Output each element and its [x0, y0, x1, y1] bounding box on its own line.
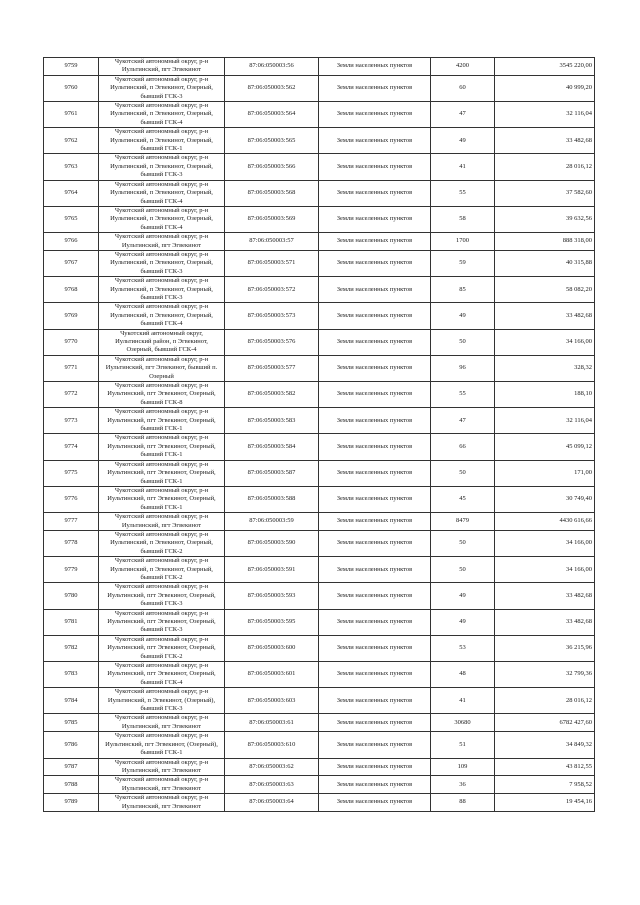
cadastral-number-cell: 87:06:050003:610 [225, 732, 319, 758]
record-number-cell: 9782 [44, 635, 99, 661]
location-cell: Чукотский автономный округ, р-н Иультинский, пгт Эгвекинот, Озерный, бывший ГСК-8 [99, 382, 225, 408]
record-number-cell: 9762 [44, 128, 99, 154]
cadastral-value-cell: 33 482,68 [495, 609, 595, 635]
cadastral-number-cell: 87:06:050003:584 [225, 434, 319, 460]
location-cell: Чукотский автономный округ, р-н Иультинский, п Эгвекинот, Озерный, бывший ГСК-4 [99, 206, 225, 232]
cadastral-number-cell: 87:06:050003:582 [225, 382, 319, 408]
cadastral-number-cell: 87:06:050003:587 [225, 460, 319, 486]
land-category-cell: Земли населенных пунктов [319, 688, 431, 714]
record-number-cell: 9765 [44, 206, 99, 232]
land-category-cell: Земли населенных пунктов [319, 758, 431, 776]
table-row [44, 277, 595, 303]
area-cell: 50 [431, 460, 495, 486]
record-number-cell: 9768 [44, 277, 99, 303]
land-category-cell: Земли населенных пунктов [319, 128, 431, 154]
cadastral-value-cell: 888 318,00 [495, 233, 595, 251]
cadastral-number-cell: 87:06:050003:573 [225, 303, 319, 329]
record-number-cell: 9759 [44, 58, 99, 76]
record-number-cell: 9784 [44, 688, 99, 714]
cadastral-value-cell: 33 482,68 [495, 583, 595, 609]
cadastral-value-cell: 7 958,52 [495, 776, 595, 794]
record-number-cell: 9783 [44, 662, 99, 688]
area-cell: 109 [431, 758, 495, 776]
cadastral-number-cell: 87:06:050003:62 [225, 758, 319, 776]
cadastral-number-cell: 87:06:050003:576 [225, 329, 319, 355]
cadastral-value-cell: 32 116,04 [495, 408, 595, 434]
table-body [44, 58, 595, 812]
cadastral-value-cell: 30 749,40 [495, 486, 595, 512]
table-row [44, 408, 595, 434]
table-row [44, 355, 595, 381]
location-cell: Чукотский автономный округ, р-н Иультинский, пгт Эгвекинот, Озерный, бывший ГСК-1 [99, 434, 225, 460]
cadastral-number-cell: 87:06:050003:588 [225, 486, 319, 512]
location-cell: Чукотский автономный округ, р-н Иультинский, п Эгвекинот, Озерный, бывший ГСК-2 [99, 557, 225, 583]
land-category-cell: Земли населенных пунктов [319, 486, 431, 512]
area-cell: 49 [431, 303, 495, 329]
table-row [44, 75, 595, 101]
location-cell: Чукотский автономный округ, р-н Иультинский, п Эгвекинот, Озерный, бывший ГСК-3 [99, 250, 225, 276]
record-number-cell: 9770 [44, 329, 99, 355]
land-category-cell: Земли населенных пунктов [319, 714, 431, 732]
cadastral-number-cell: 87:06:050003:571 [225, 250, 319, 276]
record-number-cell: 9764 [44, 180, 99, 206]
location-cell: Чукотский автономный округ, р-н Иультинский, пгт Эгвекинот, Озерный, бывший ГСК-2 [99, 635, 225, 661]
land-category-cell: Земли населенных пунктов [319, 662, 431, 688]
cadastral-number-cell: 87:06:050003:601 [225, 662, 319, 688]
cadastral-value-cell: 188,10 [495, 382, 595, 408]
location-cell: Чукотский автономный округ, р-н Иультинский, пгт Эгвекинот, Озерный, бывший ГСК-4 [99, 662, 225, 688]
location-cell: Чукотский автономный округ, р-н Иультинский, пгт Эгвекинот, бывший п. Озерный [99, 355, 225, 381]
record-number-cell: 9769 [44, 303, 99, 329]
cadastral-value-cell: 4430 616,66 [495, 513, 595, 531]
area-cell: 8479 [431, 513, 495, 531]
table-row [44, 460, 595, 486]
area-cell: 1700 [431, 233, 495, 251]
area-cell: 49 [431, 583, 495, 609]
cadastral-number-cell: 87:06:050003:600 [225, 635, 319, 661]
area-cell: 66 [431, 434, 495, 460]
record-number-cell: 9786 [44, 732, 99, 758]
land-category-cell: Земли населенных пунктов [319, 303, 431, 329]
area-cell: 41 [431, 688, 495, 714]
record-number-cell: 9780 [44, 583, 99, 609]
area-cell: 48 [431, 662, 495, 688]
land-category-cell: Земли населенных пунктов [319, 794, 431, 812]
area-cell: 49 [431, 128, 495, 154]
cadastral-value-cell: 328,32 [495, 355, 595, 381]
table-row [44, 688, 595, 714]
land-category-cell: Земли населенных пунктов [319, 277, 431, 303]
land-category-cell: Земли населенных пунктов [319, 250, 431, 276]
table-row [44, 180, 595, 206]
area-cell: 59 [431, 250, 495, 276]
cadastral-value-cell: 36 215,96 [495, 635, 595, 661]
cadastral-number-cell: 87:06:050003:572 [225, 277, 319, 303]
location-cell: Чукотский автономный округ, р-н Иультинский, пгт Эгвекинот [99, 794, 225, 812]
cadastral-number-cell: 87:06:050003:63 [225, 776, 319, 794]
record-number-cell: 9773 [44, 408, 99, 434]
location-cell: Чукотский автономный округ, р-н Иультинский, пгт Эгвекинот, (Озерный), бывший ГСК-1 [99, 732, 225, 758]
record-number-cell: 9777 [44, 513, 99, 531]
cadastral-value-cell: 171,00 [495, 460, 595, 486]
cadastral-number-cell: 87:06:050003:568 [225, 180, 319, 206]
location-cell: Чукотский автономный округ, р-н Иультинский, пгт Эгвекинот [99, 513, 225, 531]
record-number-cell: 9785 [44, 714, 99, 732]
land-category-cell: Земли населенных пунктов [319, 329, 431, 355]
area-cell: 51 [431, 732, 495, 758]
land-category-cell: Земли населенных пунктов [319, 557, 431, 583]
cadastral-value-cell: 58 082,20 [495, 277, 595, 303]
area-cell: 47 [431, 102, 495, 128]
land-category-cell: Земли населенных пунктов [319, 776, 431, 794]
cadastral-value-cell: 37 582,60 [495, 180, 595, 206]
land-category-cell: Земли населенных пунктов [319, 408, 431, 434]
location-cell: Чукотский автономный округ, р-н Иультинский, п Эгвекинот, (Озерный), бывший ГСК-3 [99, 688, 225, 714]
cadastral-number-cell: 87:06:050003:56 [225, 58, 319, 76]
record-number-cell: 9760 [44, 75, 99, 101]
area-cell: 50 [431, 530, 495, 556]
area-cell: 85 [431, 277, 495, 303]
record-number-cell: 9761 [44, 102, 99, 128]
cadastral-value-cell: 34 166,00 [495, 557, 595, 583]
cadastral-number-cell: 87:06:050003:64 [225, 794, 319, 812]
cadastral-number-cell: 87:06:050003:57 [225, 233, 319, 251]
cadastral-value-cell: 40 315,88 [495, 250, 595, 276]
record-number-cell: 9778 [44, 530, 99, 556]
table-row [44, 609, 595, 635]
table-row [44, 206, 595, 232]
table-row [44, 434, 595, 460]
record-number-cell: 9774 [44, 434, 99, 460]
location-cell: Чукотский автономный округ, р-н Иультинский, п Эгвекинот, Озерный, бывший ГСК-1 [99, 128, 225, 154]
land-category-cell: Земли населенных пунктов [319, 434, 431, 460]
location-cell: Чукотский автономный округ, р-н Иультинский, пгт Эгвекинот, Озерный, бывший ГСК-3 [99, 609, 225, 635]
cadastral-number-cell: 87:06:050003:593 [225, 583, 319, 609]
area-cell: 4200 [431, 58, 495, 76]
table-row [44, 102, 595, 128]
land-category-cell: Земли населенных пунктов [319, 732, 431, 758]
cadastral-value-cell: 34 849,32 [495, 732, 595, 758]
cadastral-value-cell: 34 166,00 [495, 530, 595, 556]
table-row [44, 233, 595, 251]
table-row [44, 530, 595, 556]
cadastral-value-cell: 32 116,04 [495, 102, 595, 128]
cadastral-number-cell: 87:06:050003:569 [225, 206, 319, 232]
land-category-cell: Земли населенных пунктов [319, 609, 431, 635]
table-row [44, 250, 595, 276]
land-category-cell: Земли населенных пунктов [319, 102, 431, 128]
area-cell: 30680 [431, 714, 495, 732]
cadastral-value-cell: 45 099,12 [495, 434, 595, 460]
cadastral-value-cell: 39 632,56 [495, 206, 595, 232]
land-category-cell: Земли населенных пунктов [319, 206, 431, 232]
location-cell: Чукотский автономный округ, р-н Иультинский, пгт Эгвекинот, Озерный, бывший ГСК-1 [99, 486, 225, 512]
table-row [44, 329, 595, 355]
record-number-cell: 9775 [44, 460, 99, 486]
cadastral-number-cell: 87:06:050003:595 [225, 609, 319, 635]
land-category-cell: Земли населенных пунктов [319, 635, 431, 661]
cadastral-number-cell: 87:06:050003:577 [225, 355, 319, 381]
record-number-cell: 9771 [44, 355, 99, 381]
record-number-cell: 9779 [44, 557, 99, 583]
table-row [44, 486, 595, 512]
area-cell: 55 [431, 382, 495, 408]
area-cell: 47 [431, 408, 495, 434]
cadastral-number-cell: 87:06:050003:566 [225, 154, 319, 180]
land-category-cell: Земли населенных пунктов [319, 75, 431, 101]
record-number-cell: 9772 [44, 382, 99, 408]
cadastral-number-cell: 87:06:050003:562 [225, 75, 319, 101]
cadastral-number-cell: 87:06:050003:564 [225, 102, 319, 128]
cadastral-value-cell: 33 482,68 [495, 303, 595, 329]
land-category-cell: Земли населенных пунктов [319, 233, 431, 251]
land-category-cell: Земли населенных пунктов [319, 355, 431, 381]
land-category-cell: Земли населенных пунктов [319, 58, 431, 76]
area-cell: 41 [431, 154, 495, 180]
land-category-cell: Земли населенных пунктов [319, 530, 431, 556]
record-number-cell: 9766 [44, 233, 99, 251]
cadastral-value-cell: 3545 220,00 [495, 58, 595, 76]
location-cell: Чукотский автономный округ, р-н Иультинский, пгт Эгвекинот, Озерный, бывший ГСК-1 [99, 460, 225, 486]
cadastral-value-cell: 19 454,16 [495, 794, 595, 812]
location-cell: Чукотский автономный округ, р-н Иультинский, пгт Эгвекинот [99, 714, 225, 732]
location-cell: Чукотский автономный округ, р-н Иультинский, п Эгвекинот, Озерный, бывший ГСК-4 [99, 180, 225, 206]
land-registry-table [43, 57, 595, 812]
table-row [44, 794, 595, 812]
area-cell: 50 [431, 557, 495, 583]
table-row [44, 583, 595, 609]
record-number-cell: 9767 [44, 250, 99, 276]
cadastral-value-cell: 34 166,00 [495, 329, 595, 355]
area-cell: 53 [431, 635, 495, 661]
area-cell: 88 [431, 794, 495, 812]
table-row [44, 382, 595, 408]
cadastral-value-cell: 28 016,12 [495, 688, 595, 714]
area-cell: 49 [431, 609, 495, 635]
location-cell: Чукотский автономный округ, р-н Иультинский, пгт Эгвекинот, Озерный, бывший ГСК-3 [99, 583, 225, 609]
location-cell: Чукотский автономный округ, Иультинский район, п Эгвекинот, Озерный, бывший ГСК-4 [99, 329, 225, 355]
location-cell: Чукотский автономный округ, р-н Иультинский, п Эгвекинот, Озерный, бывший ГСК-3 [99, 154, 225, 180]
area-cell: 96 [431, 355, 495, 381]
location-cell: Чукотский автономный округ, р-н Иультинский, п Эгвекинот, Озерный, бывший ГСК-2 [99, 530, 225, 556]
area-cell: 60 [431, 75, 495, 101]
table-row [44, 154, 595, 180]
location-cell: Чукотский автономный округ, р-н Иультинский, пгт Эгвекинот [99, 233, 225, 251]
location-cell: Чукотский автономный округ, р-н Иультинский, пгт Эгвекинот [99, 58, 225, 76]
location-cell: Чукотский автономный округ, р-н Иультинский, п Эгвекинот, Озерный, бывший ГСК-4 [99, 102, 225, 128]
area-cell: 55 [431, 180, 495, 206]
table-row [44, 58, 595, 76]
record-number-cell: 9781 [44, 609, 99, 635]
table-row [44, 303, 595, 329]
table-row [44, 758, 595, 776]
cadastral-number-cell: 87:06:050003:61 [225, 714, 319, 732]
cadastral-number-cell: 87:06:050003:603 [225, 688, 319, 714]
cadastral-value-cell: 28 016,12 [495, 154, 595, 180]
land-category-cell: Земли населенных пунктов [319, 180, 431, 206]
cadastral-number-cell: 87:06:050003:565 [225, 128, 319, 154]
table-row [44, 776, 595, 794]
table-row [44, 513, 595, 531]
record-number-cell: 9789 [44, 794, 99, 812]
area-cell: 36 [431, 776, 495, 794]
cadastral-value-cell: 32 799,36 [495, 662, 595, 688]
location-cell: Чукотский автономный округ, р-н Иультинский, пгт Эгвекинот [99, 776, 225, 794]
table-row [44, 732, 595, 758]
land-category-cell: Земли населенных пунктов [319, 583, 431, 609]
location-cell: Чукотский автономный округ, р-н Иультинский, п Эгвекинот, Озерный, бывший ГСК-3 [99, 75, 225, 101]
cadastral-value-cell: 6782 427,60 [495, 714, 595, 732]
table-row [44, 635, 595, 661]
record-number-cell: 9763 [44, 154, 99, 180]
table-row [44, 662, 595, 688]
cadastral-number-cell: 87:06:050003:591 [225, 557, 319, 583]
area-cell: 45 [431, 486, 495, 512]
land-category-cell: Земли населенных пунктов [319, 513, 431, 531]
location-cell: Чукотский автономный округ, р-н Иультинский, п Эгвекинот, Озерный, бывший ГСК-3 [99, 277, 225, 303]
area-cell: 50 [431, 329, 495, 355]
area-cell: 58 [431, 206, 495, 232]
table-row [44, 557, 595, 583]
record-number-cell: 9787 [44, 758, 99, 776]
cadastral-number-cell: 87:06:050003:59 [225, 513, 319, 531]
record-number-cell: 9776 [44, 486, 99, 512]
record-number-cell: 9788 [44, 776, 99, 794]
table-row [44, 128, 595, 154]
land-category-cell: Земли населенных пунктов [319, 154, 431, 180]
cadastral-value-cell: 33 482,68 [495, 128, 595, 154]
location-cell: Чукотский автономный округ, р-н Иультинский, пгт Эгвекинот, Озерный, бывший ГСК-1 [99, 408, 225, 434]
cadastral-number-cell: 87:06:050003:583 [225, 408, 319, 434]
location-cell: Чукотский автономный округ, р-н Иультинский, п Эгвекинот, Озерный, бывший ГСК-4 [99, 303, 225, 329]
cadastral-number-cell: 87:06:050003:590 [225, 530, 319, 556]
table-row [44, 714, 595, 732]
land-category-cell: Земли населенных пунктов [319, 460, 431, 486]
location-cell: Чукотский автономный округ, р-н Иультинский, пгт Эгвекинот [99, 758, 225, 776]
cadastral-value-cell: 43 812,55 [495, 758, 595, 776]
cadastral-value-cell: 40 999,20 [495, 75, 595, 101]
land-category-cell: Земли населенных пунктов [319, 382, 431, 408]
